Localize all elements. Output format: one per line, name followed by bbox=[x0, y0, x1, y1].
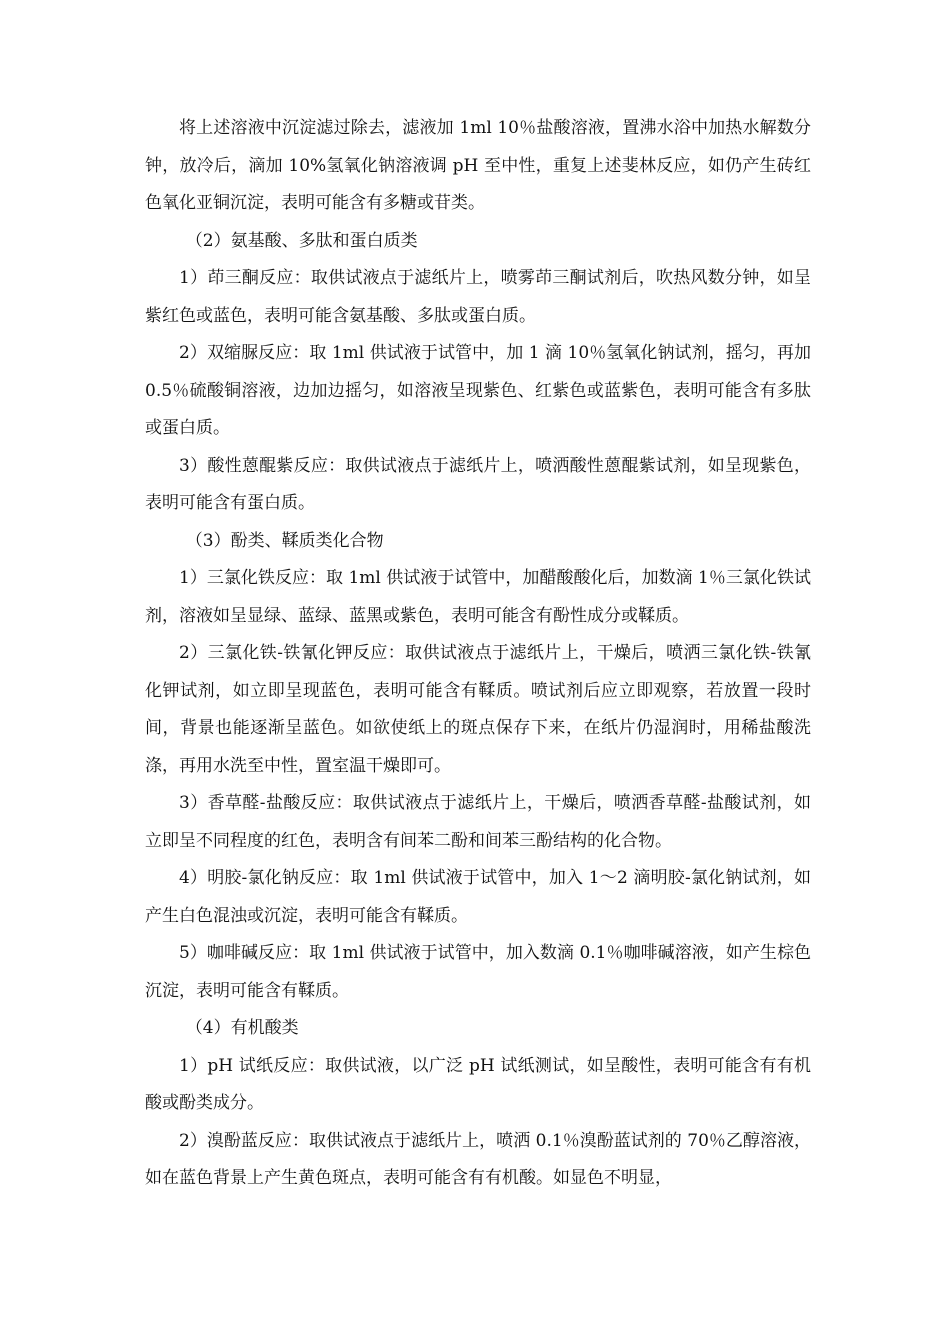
paragraph-ninhydrin: 1）茚三酮反应：取供试液点于滤纸片上，喷雾茚三酮试剂后，吹热风数分钟，如呈紫红色或蓝色，表明可能含氨基酸、多肽或蛋白质。 bbox=[145, 268, 811, 326]
paragraph-vanillin: 3）香草醛-盐酸反应：取供试液点于滤纸片上，干燥后，喷洒香草醛-盐酸试剂，如立即呈不同程度的红色，表明含有间苯二酚和间苯三酚结构的化合物。 bbox=[145, 793, 811, 851]
paragraph-acid-anthraquinone: 3）酸性蒽醌紫反应：取供试液点于滤纸片上，喷洒酸性蒽醌紫试剂，如呈现紫色，表明可能含有蛋白质。 bbox=[145, 455, 811, 513]
paragraph-biuret: 2）双缩脲反应：取 1ml 供试液于试管中，加 1 滴 10％氢氧化钠试剂，摇匀，再加 0.5％硫酸铜溶液，边加边摇匀，如溶液呈现紫色、红紫色或蓝紫色，表明可能含有多肽或蛋白质。 bbox=[145, 343, 811, 438]
document-page bbox=[145, 110, 811, 1198]
paragraph-polysaccharide-test: 将上述溶液中沉淀滤过除去，滤液加 1ml 10％盐酸溶液，置沸水浴中加热水解数分钟，放冷后，滴加 10%氢氧化钠溶液调 pH 至中性，重复上述斐林反应，如仍产生砖红色氧化亚铜沉淀，表明可能含有多糖或苷类。 bbox=[145, 118, 811, 213]
section-heading-phenols: （3）酚类、鞣质类化合物 bbox=[185, 530, 384, 551]
section-heading-amino-acids: （2）氨基酸、多肽和蛋白质类 bbox=[185, 230, 418, 251]
paragraph-ph-paper: 1）pH 试纸反应：取供试液，以广泛 pH 试纸测试，如呈酸性，表明可能含有有机酸或酚类成分。 bbox=[145, 1055, 811, 1113]
section-heading-organic-acids: （4）有机酸类 bbox=[185, 1018, 299, 1038]
paragraph-bromophenol-blue: 2）溴酚蓝反应：取供试液点于滤纸片上，喷洒 0.1％溴酚蓝试剂的 70％乙醇溶液，如在蓝色背景上产生黄色斑点，表明可能含有有机酸。如显色不明显， bbox=[145, 1130, 811, 1188]
paragraph-ferricyanide: 2）三氯化铁-铁氰化钾反应：取供试液点于滤纸片上，干燥后，喷洒三氯化铁-铁氰化钾试剂，如立即呈现蓝色，表明可能含有鞣质。喷试剂后应立即观察，若放置一段时间，背景也能逐渐呈蓝色。如欲使纸上的斑点保存下来，在纸片仍湿润时，用稀盐酸洗涤，再用水洗至中性，置室温干燥即可。 bbox=[145, 643, 811, 776]
paragraph-caffeine: 5）咖啡碱反应：取 1ml 供试液于试管中，加入数滴 0.1％咖啡碱溶液，如产生棕色沉淀，表明可能含有鞣质。 bbox=[145, 943, 811, 1001]
paragraph-gelatin: 4）明胶-氯化钠反应：取 1ml 供试液于试管中，加入 1～2 滴明胶-氯化钠试剂，如产生白色混浊或沉淀，表明可能含有鞣质。 bbox=[145, 868, 811, 926]
paragraph-ferric-chloride: 1）三氯化铁反应：取 1ml 供试液于试管中，加醋酸酸化后，加数滴 1％三氯化铁试剂，溶液如呈显绿、蓝绿、蓝黑或紫色，表明可能含有酚性成分或鞣质。 bbox=[145, 568, 811, 626]
